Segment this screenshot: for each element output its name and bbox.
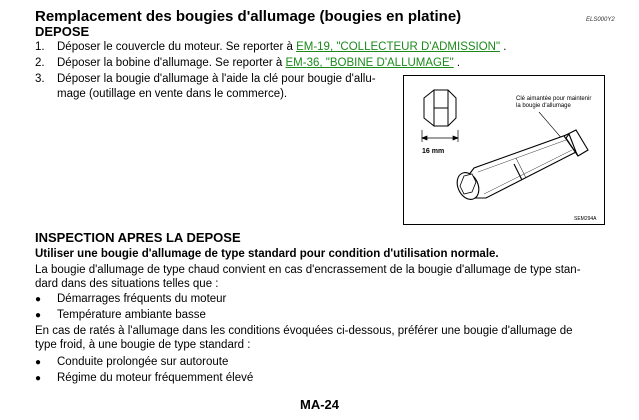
socket-wrench-illustration bbox=[404, 76, 604, 224]
inspection-bold-line: Utiliser une bougie d'allumage de type standard pour condition d'utilisation normale. bbox=[35, 248, 499, 260]
section-subtitle: DEPOSE bbox=[35, 24, 90, 39]
step-number: 2. bbox=[35, 57, 45, 69]
figure-code: SEM294A bbox=[574, 216, 597, 222]
step-text-line2: mage (outillage en vente dans le commerce). bbox=[57, 88, 288, 100]
step-text-after: . bbox=[500, 41, 507, 53]
figure-caption-line2: la bougie d'allumage bbox=[516, 103, 571, 109]
step-text-after: . bbox=[453, 57, 461, 69]
step-link-bobine[interactable]: EM-36, "BOBINE D'ALLUMAGE" bbox=[285, 57, 454, 69]
figure-caption-line1: Clé aimantée pour maintenir bbox=[516, 96, 592, 102]
step-1 bbox=[35, 40, 506, 55]
step-text: Déposer le couvercle du moteur. Se reporter à bbox=[57, 41, 297, 53]
inspection-para2-line2: type froid, à une bougie de type standard : bbox=[35, 339, 251, 351]
list-item: ● Conduite prolongée sur autoroute bbox=[35, 356, 229, 368]
list-item: ● Température ambiante basse bbox=[35, 309, 206, 321]
list-item: ● Démarrages fréquents du moteur bbox=[35, 293, 227, 305]
list-item: ● Régime du moteur fréquemment élevé bbox=[35, 372, 254, 384]
bullet-icon: ● bbox=[35, 310, 42, 321]
section-title: Remplacement des bougies d'allumage (bougies en platine) bbox=[35, 8, 462, 25]
bullet-icon: ● bbox=[35, 294, 42, 305]
inspection-para1-line1: La bougie d'allumage de type chaud convient en cas d'encrassement de la bougie d'allumage de type stan- bbox=[35, 264, 581, 276]
step-link-collecteur[interactable]: EM-19, "COLLECTEUR D'ADMISSION" bbox=[296, 41, 501, 53]
step-text: Déposer la bobine d'allumage. Se reporter à bbox=[57, 57, 286, 69]
inspection-para1-line2: dard dans des situations telles que : bbox=[35, 278, 219, 290]
bullet-icon: ● bbox=[35, 373, 42, 384]
spark-plug-socket-figure bbox=[403, 75, 605, 225]
step-2 bbox=[35, 56, 460, 71]
figure-dimension: 16 mm bbox=[422, 148, 445, 155]
bullet-icon: ● bbox=[35, 357, 42, 368]
page-number: MA-24 bbox=[300, 397, 340, 412]
section-code: ELS000Y2 bbox=[586, 17, 615, 23]
step-3 bbox=[35, 72, 376, 102]
inspection-title: INSPECTION APRES LA DEPOSE bbox=[35, 230, 241, 245]
inspection-para2-line1: En cas de ratés à l'allumage dans les conditions évoquées ci-dessous, préférer une bougie d'allumage de bbox=[35, 325, 573, 337]
step-number: 3. bbox=[35, 73, 45, 85]
step-number: 1. bbox=[35, 41, 45, 53]
step-text-line1: Déposer la bougie d'allumage à l'aide la clé pour bougie d'allu- bbox=[57, 73, 376, 85]
